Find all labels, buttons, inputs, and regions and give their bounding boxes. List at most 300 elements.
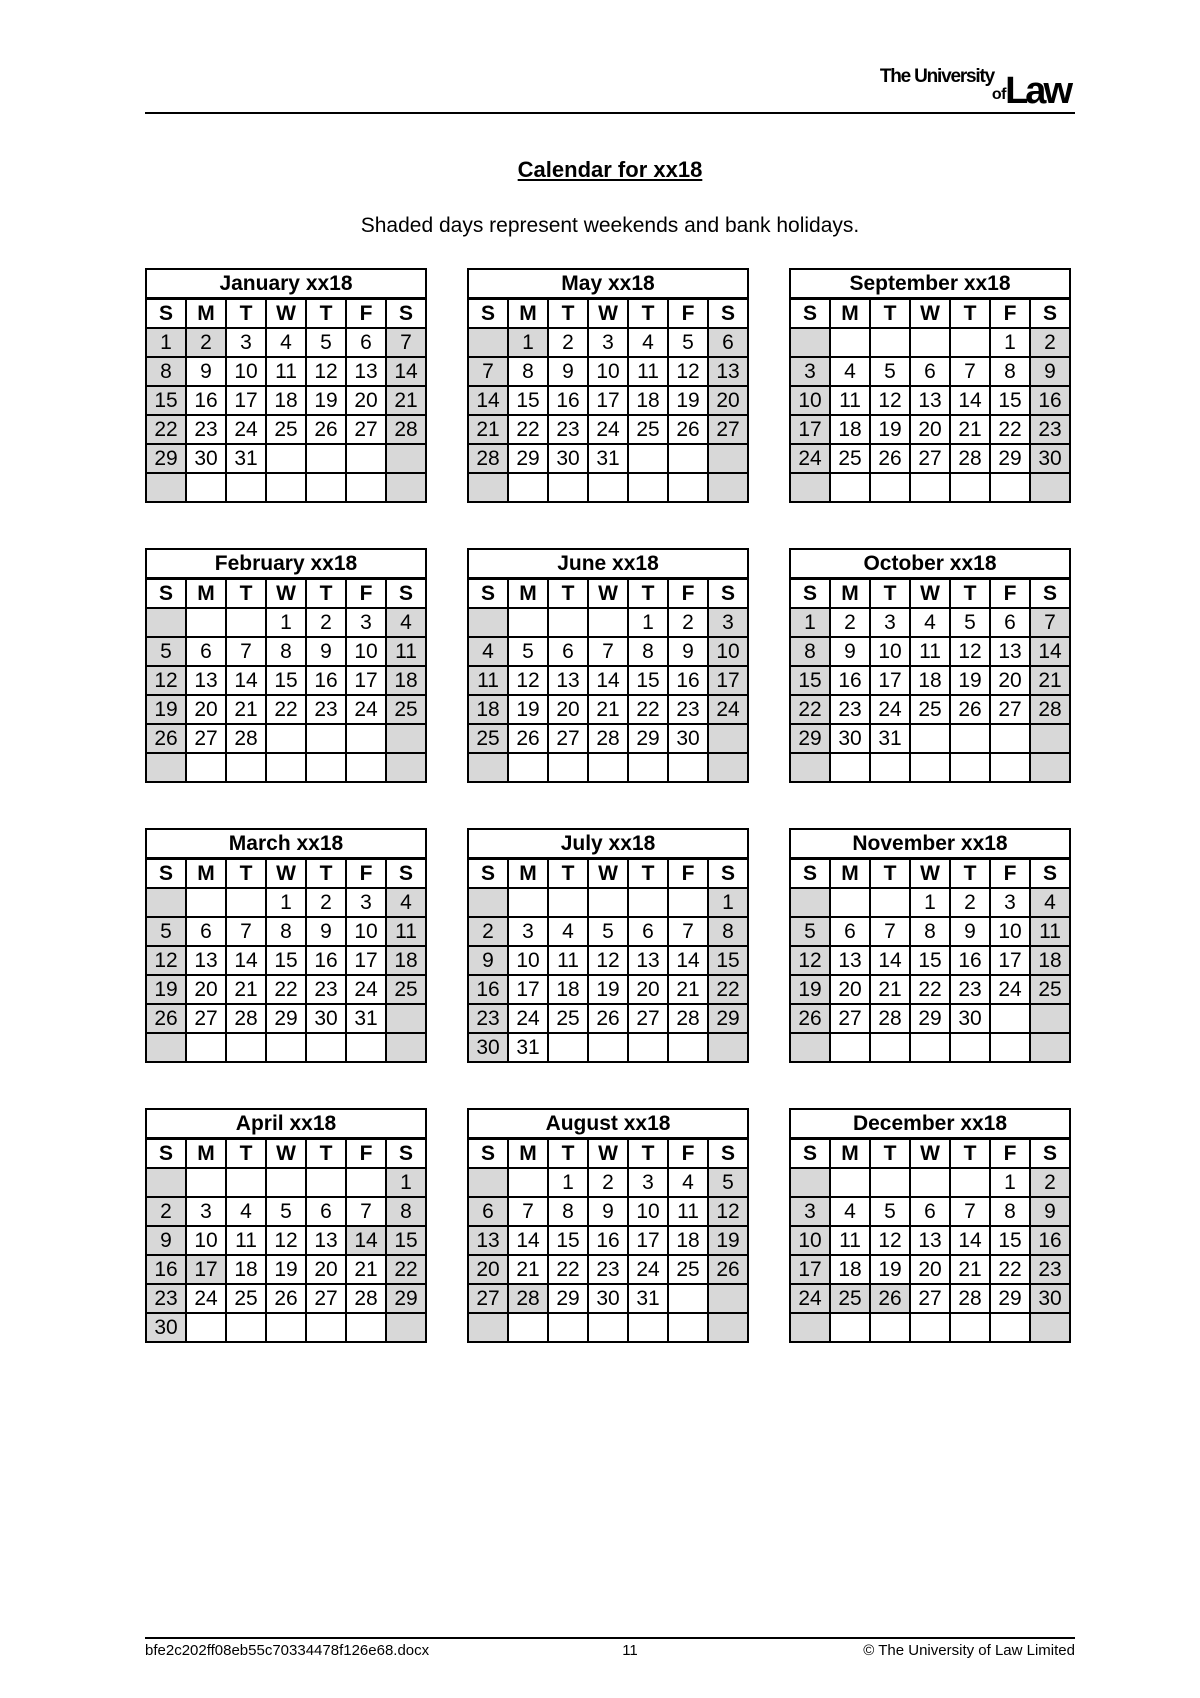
day-cell — [668, 1284, 708, 1313]
day-cell: 26 — [870, 1284, 910, 1313]
day-cell — [1030, 1004, 1070, 1033]
day-cell — [990, 473, 1030, 502]
day-cell: 10 — [226, 357, 266, 386]
day-cell: 13 — [468, 1226, 508, 1255]
day-cell — [628, 473, 668, 502]
day-cell: 7 — [668, 917, 708, 946]
day-cell: 13 — [186, 666, 226, 695]
day-cell: 9 — [588, 1197, 628, 1226]
day-cell — [468, 888, 508, 917]
day-cell: 22 — [266, 695, 306, 724]
weekday-header: W — [910, 299, 950, 329]
weekday-header: S — [790, 299, 830, 329]
day-cell: 16 — [668, 666, 708, 695]
footer-divider — [145, 1637, 1075, 1639]
day-cell: 11 — [266, 357, 306, 386]
day-cell: 18 — [668, 1226, 708, 1255]
day-cell: 4 — [386, 888, 426, 917]
day-cell: 21 — [468, 415, 508, 444]
day-cell: 6 — [186, 637, 226, 666]
day-cell: 16 — [186, 386, 226, 415]
weekday-header: S — [790, 859, 830, 889]
day-cell: 8 — [790, 637, 830, 666]
weekday-header: T — [870, 859, 910, 889]
weekday-header: S — [386, 579, 426, 609]
day-cell — [668, 473, 708, 502]
day-cell — [226, 888, 266, 917]
day-cell: 29 — [708, 1004, 748, 1033]
day-cell: 2 — [306, 608, 346, 637]
day-cell: 17 — [588, 386, 628, 415]
day-cell: 4 — [386, 608, 426, 637]
logo-of: of — [991, 86, 1006, 103]
day-cell — [306, 444, 346, 473]
day-cell: 6 — [990, 608, 1030, 637]
day-cell: 30 — [186, 444, 226, 473]
day-cell: 10 — [508, 946, 548, 975]
day-cell: 1 — [990, 328, 1030, 357]
day-cell: 23 — [468, 1004, 508, 1033]
day-cell: 16 — [468, 975, 508, 1004]
weekday-header: T — [548, 579, 588, 609]
day-cell: 22 — [146, 415, 186, 444]
day-cell — [708, 1033, 748, 1062]
day-cell: 16 — [146, 1255, 186, 1284]
day-cell: 14 — [1030, 637, 1070, 666]
month-calendar — [145, 548, 427, 783]
day-cell — [386, 1004, 426, 1033]
weekday-header: S — [708, 859, 748, 889]
day-cell: 12 — [146, 946, 186, 975]
day-cell: 1 — [628, 608, 668, 637]
day-cell: 17 — [346, 666, 386, 695]
weekday-header: T — [950, 579, 990, 609]
day-cell: 14 — [346, 1226, 386, 1255]
day-cell: 3 — [346, 608, 386, 637]
day-cell — [990, 1033, 1030, 1062]
day-cell — [266, 724, 306, 753]
day-cell: 23 — [1030, 1255, 1070, 1284]
day-cell — [548, 753, 588, 782]
day-cell: 6 — [830, 917, 870, 946]
day-cell: 9 — [186, 357, 226, 386]
day-cell: 8 — [146, 357, 186, 386]
day-cell — [790, 473, 830, 502]
day-cell: 9 — [1030, 1197, 1070, 1226]
day-cell — [950, 328, 990, 357]
day-cell: 31 — [508, 1033, 548, 1062]
day-cell: 26 — [790, 1004, 830, 1033]
day-cell: 21 — [226, 975, 266, 1004]
day-cell — [306, 1313, 346, 1342]
footer-filename: bfe2c202ff08eb55c70334478f126e68.docx — [145, 1642, 430, 1659]
day-cell — [830, 1033, 870, 1062]
day-cell — [346, 473, 386, 502]
day-cell: 14 — [950, 1226, 990, 1255]
day-cell: 19 — [508, 695, 548, 724]
day-cell: 1 — [990, 1168, 1030, 1197]
day-cell — [548, 888, 588, 917]
weekday-header: T — [226, 859, 266, 889]
day-cell: 16 — [1030, 1226, 1070, 1255]
day-cell — [870, 473, 910, 502]
day-cell: 15 — [990, 1226, 1030, 1255]
day-cell — [386, 1313, 426, 1342]
day-cell: 6 — [910, 1197, 950, 1226]
day-cell: 11 — [628, 357, 668, 386]
header-divider — [145, 112, 1075, 114]
day-cell: 15 — [790, 666, 830, 695]
day-cell — [668, 753, 708, 782]
weekday-header: S — [468, 1139, 508, 1169]
day-cell: 12 — [950, 637, 990, 666]
day-cell — [468, 608, 508, 637]
weekday-header: S — [1030, 1139, 1070, 1169]
day-cell: 3 — [186, 1197, 226, 1226]
logo-line-1: The University — [879, 66, 994, 87]
day-cell: 31 — [628, 1284, 668, 1313]
day-cell: 23 — [186, 415, 226, 444]
day-cell — [186, 1168, 226, 1197]
weekday-header: T — [306, 579, 346, 609]
day-cell: 28 — [950, 444, 990, 473]
day-cell: 29 — [628, 724, 668, 753]
day-cell — [950, 473, 990, 502]
weekday-header: W — [266, 1139, 306, 1169]
day-cell: 5 — [508, 637, 548, 666]
weekday-header: T — [950, 299, 990, 329]
day-cell: 18 — [266, 386, 306, 415]
day-cell: 7 — [346, 1197, 386, 1226]
day-cell: 27 — [628, 1004, 668, 1033]
day-cell: 12 — [306, 357, 346, 386]
day-cell — [226, 1033, 266, 1062]
weekday-header: T — [226, 299, 266, 329]
weekday-header: W — [588, 859, 628, 889]
day-cell: 20 — [910, 1255, 950, 1284]
day-cell: 28 — [226, 1004, 266, 1033]
day-cell: 18 — [386, 666, 426, 695]
weekday-header: F — [346, 1139, 386, 1169]
day-cell — [950, 753, 990, 782]
day-cell — [346, 1313, 386, 1342]
day-cell: 31 — [588, 444, 628, 473]
day-cell — [668, 1033, 708, 1062]
day-cell: 24 — [346, 975, 386, 1004]
weekday-header: T — [628, 859, 668, 889]
weekday-header: F — [346, 299, 386, 329]
day-cell: 8 — [990, 1197, 1030, 1226]
day-cell: 18 — [548, 975, 588, 1004]
day-cell: 4 — [910, 608, 950, 637]
day-cell: 12 — [790, 946, 830, 975]
weekday-header: F — [990, 299, 1030, 329]
day-cell — [628, 753, 668, 782]
day-cell: 2 — [306, 888, 346, 917]
day-cell: 9 — [306, 637, 346, 666]
day-cell: 26 — [146, 1004, 186, 1033]
weekday-header: T — [226, 1139, 266, 1169]
day-cell: 19 — [668, 386, 708, 415]
day-cell: 24 — [588, 415, 628, 444]
day-cell: 25 — [668, 1255, 708, 1284]
day-cell — [830, 473, 870, 502]
day-cell: 19 — [146, 975, 186, 1004]
day-cell: 5 — [870, 357, 910, 386]
day-cell: 19 — [266, 1255, 306, 1284]
month-title: February xx18 — [146, 549, 426, 579]
month-title: April xx18 — [146, 1109, 426, 1139]
weekday-header: T — [870, 299, 910, 329]
day-cell — [386, 1033, 426, 1062]
day-cell — [910, 753, 950, 782]
day-cell — [386, 753, 426, 782]
day-cell — [226, 1313, 266, 1342]
day-cell: 30 — [548, 444, 588, 473]
day-cell — [386, 724, 426, 753]
day-cell: 2 — [1030, 1168, 1070, 1197]
day-cell: 3 — [226, 328, 266, 357]
day-cell: 8 — [386, 1197, 426, 1226]
day-cell: 12 — [870, 1226, 910, 1255]
day-cell: 27 — [910, 444, 950, 473]
day-cell: 12 — [668, 357, 708, 386]
day-cell: 25 — [830, 1284, 870, 1313]
month-calendar — [467, 268, 749, 503]
day-cell: 7 — [588, 637, 628, 666]
day-cell: 3 — [708, 608, 748, 637]
month-calendar — [145, 828, 427, 1063]
day-cell: 24 — [508, 1004, 548, 1033]
day-cell: 7 — [950, 1197, 990, 1226]
day-cell — [468, 473, 508, 502]
weekday-header: M — [186, 1139, 226, 1169]
day-cell — [468, 753, 508, 782]
day-cell — [950, 1313, 990, 1342]
day-cell: 31 — [226, 444, 266, 473]
day-cell: 5 — [708, 1168, 748, 1197]
day-cell: 22 — [790, 695, 830, 724]
day-cell: 24 — [790, 444, 830, 473]
day-cell — [628, 444, 668, 473]
weekday-header: M — [830, 859, 870, 889]
weekday-header: T — [870, 579, 910, 609]
day-cell — [548, 608, 588, 637]
day-cell: 22 — [508, 415, 548, 444]
day-cell: 1 — [790, 608, 830, 637]
day-cell — [588, 1313, 628, 1342]
day-cell: 7 — [1030, 608, 1070, 637]
weekday-header: F — [990, 1139, 1030, 1169]
day-cell — [266, 1033, 306, 1062]
day-cell: 19 — [870, 1255, 910, 1284]
day-cell: 29 — [790, 724, 830, 753]
day-cell: 28 — [950, 1284, 990, 1313]
page-title: Calendar for xx18 — [517, 157, 703, 182]
day-cell: 16 — [950, 946, 990, 975]
day-cell — [790, 1033, 830, 1062]
day-cell: 5 — [950, 608, 990, 637]
day-cell: 5 — [146, 917, 186, 946]
day-cell — [226, 473, 266, 502]
day-cell: 26 — [870, 444, 910, 473]
day-cell: 26 — [588, 1004, 628, 1033]
weekday-header: M — [508, 579, 548, 609]
day-cell: 7 — [950, 357, 990, 386]
day-cell — [950, 724, 990, 753]
day-cell — [990, 1313, 1030, 1342]
day-cell: 8 — [266, 637, 306, 666]
day-cell: 17 — [990, 946, 1030, 975]
weekday-header: S — [790, 1139, 830, 1169]
day-cell: 14 — [870, 946, 910, 975]
day-cell: 20 — [910, 415, 950, 444]
day-cell: 16 — [548, 386, 588, 415]
day-cell: 18 — [468, 695, 508, 724]
day-cell: 14 — [588, 666, 628, 695]
month-calendar — [467, 548, 749, 783]
footer-page-number: 11 — [622, 1642, 638, 1659]
day-cell — [950, 1033, 990, 1062]
day-cell — [386, 444, 426, 473]
day-cell: 11 — [386, 917, 426, 946]
day-cell: 1 — [386, 1168, 426, 1197]
day-cell: 15 — [708, 946, 748, 975]
day-cell: 5 — [306, 328, 346, 357]
weekday-header: S — [1030, 299, 1070, 329]
day-cell — [1030, 724, 1070, 753]
day-cell: 7 — [386, 328, 426, 357]
day-cell — [628, 1033, 668, 1062]
day-cell: 26 — [708, 1255, 748, 1284]
day-cell: 10 — [628, 1197, 668, 1226]
day-cell — [508, 888, 548, 917]
day-cell: 21 — [346, 1255, 386, 1284]
day-cell: 22 — [386, 1255, 426, 1284]
weekday-header: T — [306, 859, 346, 889]
day-cell: 23 — [668, 695, 708, 724]
day-cell: 25 — [1030, 975, 1070, 1004]
day-cell — [870, 753, 910, 782]
day-cell: 11 — [830, 1226, 870, 1255]
day-cell — [910, 328, 950, 357]
day-cell: 15 — [910, 946, 950, 975]
weekday-header: S — [708, 1139, 748, 1169]
weekday-header: S — [146, 859, 186, 889]
weekday-header: T — [628, 299, 668, 329]
day-cell: 16 — [306, 946, 346, 975]
day-cell: 13 — [346, 357, 386, 386]
day-cell: 27 — [830, 1004, 870, 1033]
day-cell — [668, 1313, 708, 1342]
day-cell: 26 — [306, 415, 346, 444]
day-cell: 1 — [548, 1168, 588, 1197]
day-cell: 2 — [830, 608, 870, 637]
month-calendar — [145, 268, 427, 503]
day-cell: 15 — [548, 1226, 588, 1255]
university-of-law-logo — [840, 62, 1070, 110]
day-cell — [950, 1168, 990, 1197]
day-cell: 16 — [1030, 386, 1070, 415]
day-cell: 2 — [588, 1168, 628, 1197]
day-cell: 5 — [588, 917, 628, 946]
month-calendar — [789, 548, 1071, 783]
day-cell — [346, 753, 386, 782]
day-cell: 27 — [186, 724, 226, 753]
day-cell: 27 — [910, 1284, 950, 1313]
day-cell: 1 — [508, 328, 548, 357]
day-cell: 25 — [226, 1284, 266, 1313]
day-cell: 10 — [870, 637, 910, 666]
day-cell — [266, 753, 306, 782]
month-title: October xx18 — [790, 549, 1070, 579]
day-cell — [548, 473, 588, 502]
day-cell: 20 — [628, 975, 668, 1004]
day-cell — [146, 888, 186, 917]
day-cell: 18 — [830, 415, 870, 444]
day-cell: 17 — [870, 666, 910, 695]
day-cell: 30 — [588, 1284, 628, 1313]
day-cell: 12 — [146, 666, 186, 695]
day-cell: 6 — [306, 1197, 346, 1226]
weekday-header: T — [548, 1139, 588, 1169]
day-cell: 21 — [508, 1255, 548, 1284]
month-title: November xx18 — [790, 829, 1070, 859]
day-cell — [668, 444, 708, 473]
day-cell: 22 — [628, 695, 668, 724]
day-cell — [346, 724, 386, 753]
day-cell: 3 — [508, 917, 548, 946]
day-cell: 14 — [508, 1226, 548, 1255]
day-cell — [588, 888, 628, 917]
day-cell: 18 — [386, 946, 426, 975]
day-cell: 28 — [226, 724, 266, 753]
day-cell: 10 — [708, 637, 748, 666]
day-cell: 27 — [186, 1004, 226, 1033]
month-title: June xx18 — [468, 549, 748, 579]
day-cell — [226, 608, 266, 637]
weekday-header: T — [950, 1139, 990, 1169]
day-cell: 27 — [306, 1284, 346, 1313]
day-cell: 24 — [186, 1284, 226, 1313]
day-cell: 25 — [386, 695, 426, 724]
day-cell: 24 — [708, 695, 748, 724]
day-cell: 15 — [266, 946, 306, 975]
day-cell: 14 — [468, 386, 508, 415]
day-cell — [306, 753, 346, 782]
day-cell: 26 — [266, 1284, 306, 1313]
day-cell: 17 — [508, 975, 548, 1004]
day-cell: 30 — [1030, 1284, 1070, 1313]
day-cell — [910, 1168, 950, 1197]
day-cell: 3 — [870, 608, 910, 637]
day-cell: 8 — [910, 917, 950, 946]
day-cell: 21 — [386, 386, 426, 415]
day-cell: 26 — [668, 415, 708, 444]
page-subtitle: Shaded days represent weekends and bank holidays. — [360, 214, 860, 237]
weekday-header: M — [830, 299, 870, 329]
day-cell: 4 — [266, 328, 306, 357]
weekday-header: T — [870, 1139, 910, 1169]
day-cell — [990, 1004, 1030, 1033]
day-cell: 1 — [266, 888, 306, 917]
day-cell: 23 — [306, 975, 346, 1004]
day-cell: 11 — [1030, 917, 1070, 946]
weekday-header: W — [266, 299, 306, 329]
day-cell: 22 — [990, 1255, 1030, 1284]
day-cell: 4 — [668, 1168, 708, 1197]
day-cell: 18 — [628, 386, 668, 415]
